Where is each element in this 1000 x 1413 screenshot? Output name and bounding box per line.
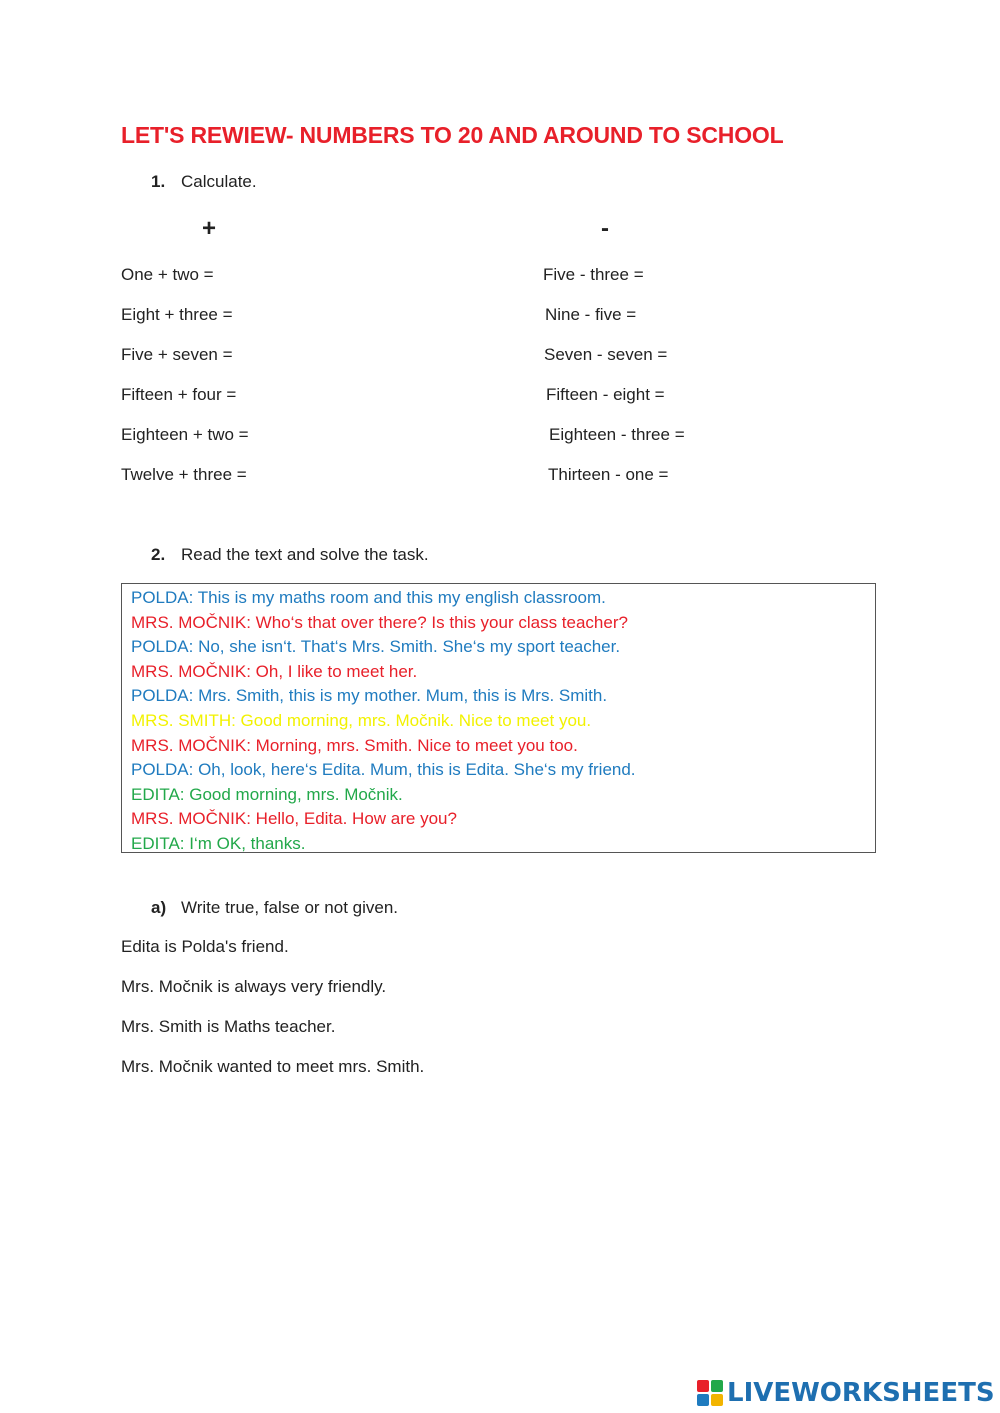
task-1-heading [151,172,257,192]
subtraction-item: Fifteen - eight = [546,385,665,404]
dialogue-box [121,583,876,853]
minus-sign: - [601,215,609,242]
dialogue-line: MRS. MOČNIK: Who‘s that over there? Is this your class teacher? [131,612,628,632]
task-1-instruction: Calculate. [181,172,257,191]
subtraction-item: Thirteen - one = [548,465,669,484]
addition-item: Twelve + three = [121,465,247,484]
task-2-instruction: Read the text and solve the task. [181,545,429,564]
dialogue-line: POLDA: This is my maths room and this my english classroom. [131,588,606,607]
liveworksheets-logo [697,1379,995,1407]
addition-item: Eighteen + two = [121,425,249,444]
addition-item: One + two = [121,265,214,284]
dialogue-line: MRS. SMITH: Good morning, mrs. Močnik. Nice to meet you. [131,710,592,730]
logo-square [697,1394,709,1406]
addition-item: Fifteen + four = [121,385,237,404]
statement: Mrs. Močnik is always very friendly. [121,977,387,996]
dialogue-line: MRS. MOČNIK: Oh, I like to meet her. [131,661,418,681]
subtraction-item: Five - three = [543,265,644,284]
subtraction-item: Eighteen - three = [549,425,685,444]
dialogue-line: MRS. MOČNIK: Morning, mrs. Smith. Nice to meet you too. [131,735,578,755]
dialogue-line: POLDA: No, she isn‘t. That‘s Mrs. Smith. She‘s my sport teacher. [131,637,621,657]
dialogue-line: MRS. MOČNIK: Hello, Edita. How are you? [131,809,457,829]
task-1-number: 1. [151,172,166,191]
dialogue-line: EDITA: I‘m OK, thanks. [131,833,306,853]
subtraction-item: Nine - five = [545,305,637,324]
task-2a-label: a) [151,898,167,917]
dialogue-line: POLDA: Oh, look, here‘s Edita. Mum, this is Edita. She‘s my friend. [131,760,636,780]
task-2a-instruction: Write true, false or not given. [181,898,399,917]
statement: Mrs. Smith is Maths teacher. [121,1017,336,1036]
task-2-number: 2. [151,545,166,564]
dialogue-line: POLDA: Mrs. Smith, this is my mother. Mum, this is Mrs. Smith. [131,686,608,706]
worksheet-title: LET'S REWIEW- NUMBERS TO 20 AND AROUND TO SCHOOL [121,122,784,148]
statement: Edita is Polda's friend. [121,937,289,956]
logo-text: LIVEWORKSHEETS [727,1378,995,1408]
dialogue-line: EDITA: Good morning, mrs. Močnik. [131,784,403,804]
task-2a-heading [151,898,398,918]
logo-mark-icon [697,1380,723,1406]
statement: Mrs. Močnik wanted to meet mrs. Smith. [121,1057,425,1076]
addition-item: Eight + three = [121,305,233,324]
task-2-heading [151,545,429,565]
subtraction-item: Seven - seven = [544,345,668,364]
logo-square [711,1394,723,1406]
logo-square [711,1380,723,1392]
plus-sign: + [202,215,217,242]
addition-item: Five + seven = [121,345,233,364]
logo-square [697,1380,709,1392]
